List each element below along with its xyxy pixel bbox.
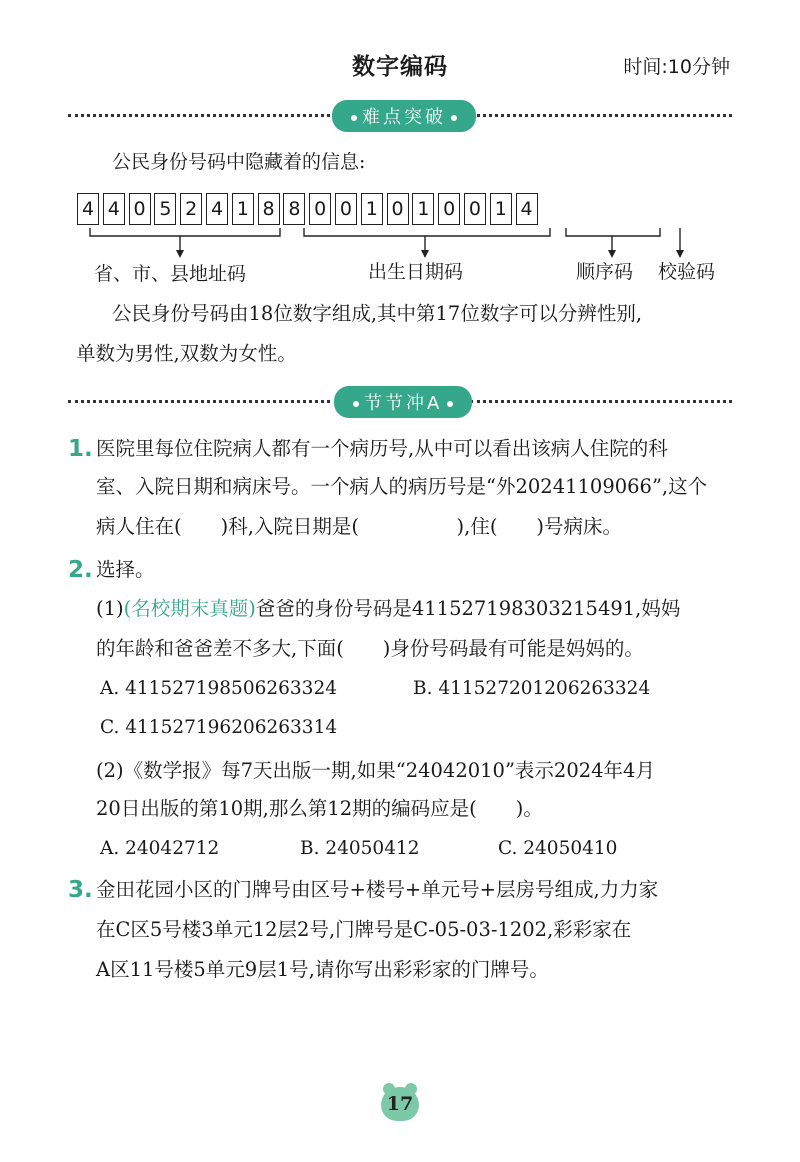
divider-right [470, 114, 732, 117]
digit-box: 4 [77, 193, 99, 225]
question-1-line1: 医院里每位住院病人都有一个病历号,从中可以看出该病人住院的科 [96, 437, 668, 460]
option-a: A. 411527198506263324 [100, 678, 337, 699]
label-order-code: 顺序码 [576, 261, 634, 283]
digit-box: 1 [361, 193, 383, 225]
digit-box: 5 [154, 193, 176, 225]
digit-box: 0 [387, 193, 409, 225]
digit-box: 0 [438, 193, 460, 225]
digit-box: 1 [412, 193, 434, 225]
digit-box: 4 [103, 193, 125, 225]
section-badge-difficulty [332, 100, 476, 132]
question-2-title: 选择。 [96, 558, 155, 581]
digit-box: 0 [309, 193, 331, 225]
section-badge-practice [334, 386, 472, 418]
page-title: 数字编码 [352, 54, 448, 80]
option-c: C. 411527196206263314 [100, 717, 338, 738]
question-3-line3: A区11号楼5单元9层1号,请你写出彩彩家的门牌号。 [96, 958, 549, 981]
dot-icon [451, 115, 457, 121]
divider-left-2 [68, 400, 330, 403]
digit-box: 0 [129, 193, 151, 225]
label-check-code: 校验码 [658, 261, 716, 283]
bracket-address [90, 228, 280, 236]
sub-question-text: 爸爸的身份号码是411527198303215491,妈妈 [255, 597, 681, 620]
section-badge-label: 节节冲A [364, 393, 443, 414]
question-2-1-line2: 的年龄和爸爸差不多大,下面( )身份号码最有可能是妈妈的。 [96, 637, 644, 660]
id-number-boxes [77, 193, 541, 225]
option-2-a: A. 24042712 [100, 838, 220, 859]
digit-box: 1 [232, 193, 254, 225]
divider-right-2 [470, 400, 732, 403]
label-address-code: 省、市、县地址码 [94, 263, 247, 285]
arrow-down-icon [676, 250, 684, 258]
option-2-c: C. 24050410 [498, 838, 618, 859]
question-number-3: 3. [68, 877, 93, 903]
question-1-line2: 室、入院日期和病床号。一个病人的病历号是“外20241109066”,这个 [96, 475, 708, 498]
intro-heading: 公民身份号码中隐藏着的信息: [112, 151, 366, 173]
digit-box: 4 [206, 193, 228, 225]
question-3-line2: 在C区5号楼3单元12层2号,门牌号是C-05-03-1202,彩彩家在 [96, 918, 632, 941]
question-1-line3: 病人住在( )科,入院日期是( ),住( )号病床。 [96, 515, 623, 538]
digit-box: 4 [516, 193, 538, 225]
option-b: B. 411527201206263324 [413, 678, 651, 699]
arrow-down-icon [421, 250, 429, 258]
source-tag: (名校期末真题) [123, 597, 256, 620]
question-number-1: 1. [68, 436, 93, 462]
option-2-b: B. 24050412 [300, 838, 420, 859]
bracket-birth [304, 228, 550, 236]
question-2-2-line2: 20日出版的第10期,那么第12期的编码应是( )。 [96, 797, 543, 820]
dot-icon [447, 401, 453, 407]
time-limit: 时间:10分钟 [623, 56, 730, 78]
page-number-badge [381, 1087, 419, 1121]
digit-box: 2 [180, 193, 202, 225]
question-2-1-line1 [96, 590, 680, 628]
digit-box: 0 [464, 193, 486, 225]
section-badge-label: 难点突破 [362, 107, 446, 128]
bracket-order [566, 228, 660, 236]
digit-box: 8 [258, 193, 280, 225]
question-2-2-line1: (2)《数学报》每7天出版一期,如果“24042010”表示2024年4月 [96, 759, 655, 782]
intro-text-line2: 单数为男性,双数为女性。 [76, 342, 297, 365]
dot-icon [351, 115, 357, 121]
intro-text-line1: 公民身份号码由18位数字组成,其中第17位数字可以分辨性别, [112, 302, 643, 325]
arrow-down-icon [608, 250, 616, 258]
digit-box: 0 [335, 193, 357, 225]
question-number-2: 2. [68, 557, 93, 583]
sub-question-number: (1) [96, 597, 124, 620]
arrow-down-icon [176, 250, 184, 258]
page-number: 17 [386, 1093, 414, 1115]
digit-box: 1 [490, 193, 512, 225]
divider-left [68, 114, 330, 117]
digit-box: 8 [283, 193, 305, 225]
dot-icon [353, 401, 359, 407]
question-3-line1: 金田花园小区的门牌号由区号+楼号+单元号+层房号组成,力力家 [96, 878, 659, 901]
label-birth-code: 出生日期码 [368, 261, 464, 283]
